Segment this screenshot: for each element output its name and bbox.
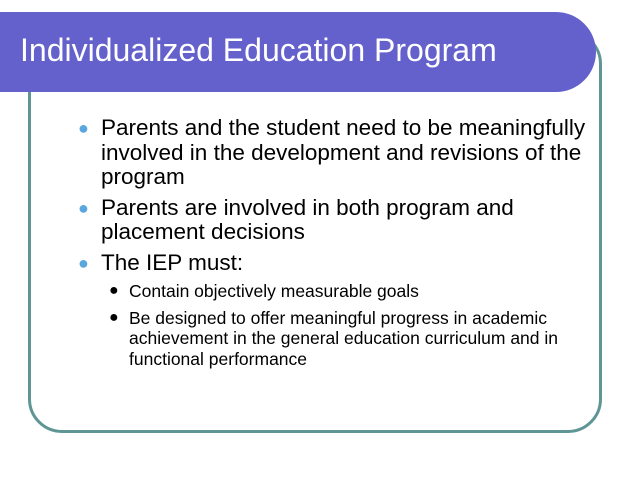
sub-bullet-icon: ● (109, 308, 119, 326)
bullet-item (78, 116, 598, 190)
bullet-icon: ● (78, 252, 89, 273)
sub-bullet-text: Be designed to offer meaningful progress in academic achievement in the general education curriculum and in functional performance (129, 307, 559, 369)
sub-bullet-text: Contain objectively measurable goals (129, 281, 419, 301)
bullet-item (78, 251, 598, 276)
title-bar (0, 12, 596, 92)
bullet-text: The IEP must: (101, 249, 244, 275)
sub-bullet-icon: ● (109, 282, 119, 299)
bullet-text: Parents and the student need to be meaningfully involved in the development and revisions of the program (101, 115, 586, 189)
bullet-item (78, 196, 598, 245)
sub-bullet-list (78, 281, 598, 369)
slide-body (78, 116, 598, 375)
sub-bullet-item (109, 308, 598, 370)
bullet-icon: ● (78, 118, 89, 138)
slide-title: Individualized Education Program (20, 32, 497, 68)
bullet-text: Parents are involved in both program and placement decisions (101, 194, 514, 244)
sub-bullet-item (109, 281, 598, 302)
bullet-icon: ● (78, 197, 89, 218)
